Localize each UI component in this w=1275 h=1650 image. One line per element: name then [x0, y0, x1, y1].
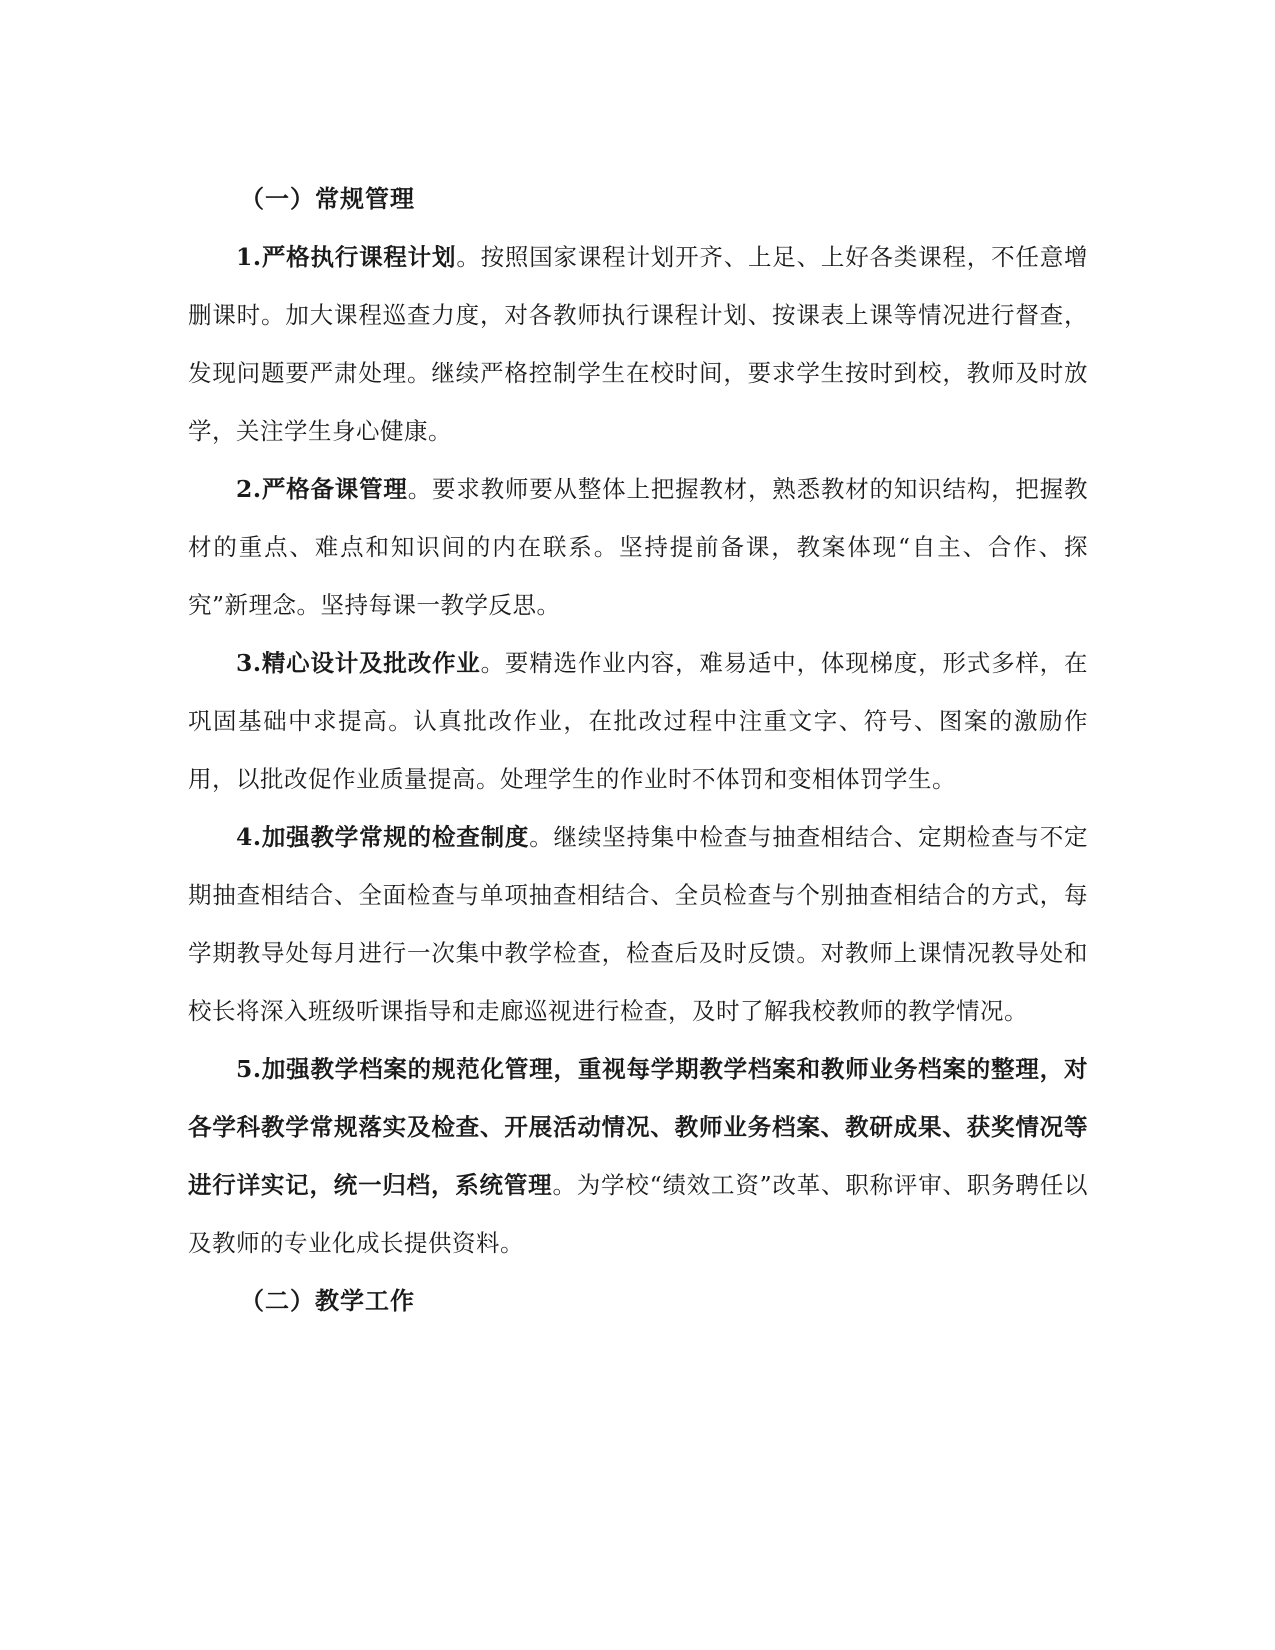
section-heading-routine-management: （一）常规管理 — [240, 184, 415, 213]
paragraph-lead: 1.严格执行课程计划 — [236, 243, 457, 271]
paragraph-lead: 5.加强教学档案的规范化管理，重视每学期教学档案和教师业务档案的整理，对各学科教学常规落实及检查、开展活动情况、教师业务档案、教研成果、获奖情况等进行详实记，统一归档，系统管理 — [188, 1055, 1088, 1199]
paragraph-lead: 3.精心设计及批改作业 — [236, 649, 481, 677]
paragraph-body: 。按照国家课程计划开齐、上足、上好各类课程，不任意增删课时。加大课程巡查力度，对各教师执行课程计划、按课表上课等情况进行督查，发现问题要严肃处理。继续严格控制学生在校时间，要求学生按时到校，教师及时放学，关注学生身心健康。 — [188, 243, 1088, 445]
paragraph-body: 。要精选作业内容，难易适中，体现梯度，形式多样，在巩固基础中求提高。认真批改作业，在批改过程中注重文字、符号、图案的激励作用，以批改促作业质量提高。处理学生的作业时不体罚和变相体罚学生。 — [188, 649, 1088, 793]
section-heading-teaching-work: （二）教学工作 — [240, 1286, 415, 1315]
paragraph-lead: 4.加强教学常规的检查制度 — [236, 823, 530, 851]
paragraph-archives — [188, 1040, 1088, 1272]
paragraph-body: 。为学校“绩效工资”改革、职称评审、职务聘任以及教师的专业化成长提供资料。 — [188, 1171, 1089, 1257]
document-body — [188, 170, 1088, 1330]
paragraph-homework — [188, 634, 1088, 808]
paragraph-course-plan — [188, 228, 1088, 460]
paragraph-body: 。继续坚持集中检查与抽查相结合、定期检查与不定期抽查相结合、全面检查与单项抽查相结合、全员检查与个别抽查相结合的方式，每学期教导处每月进行一次集中教学检查，检查后及时反馈。对教师上课情况教导处和校长将深入班级听课指导和走廊巡视进行检查，及时了解我校教师的教学情况。 — [188, 823, 1088, 1025]
paragraph-body: 。要求教师要从整体上把握教材，熟悉教材的知识结构，把握教材的重点、难点和知识间的内在联系。坚持提前备课，教案体现“自主、合作、探究”新理念。坚持每课一教学反思。 — [188, 475, 1088, 619]
paragraph-inspection — [188, 808, 1088, 1040]
paragraph-lead: 2.严格备课管理 — [236, 475, 408, 503]
paragraph-lesson-prep — [188, 460, 1088, 634]
